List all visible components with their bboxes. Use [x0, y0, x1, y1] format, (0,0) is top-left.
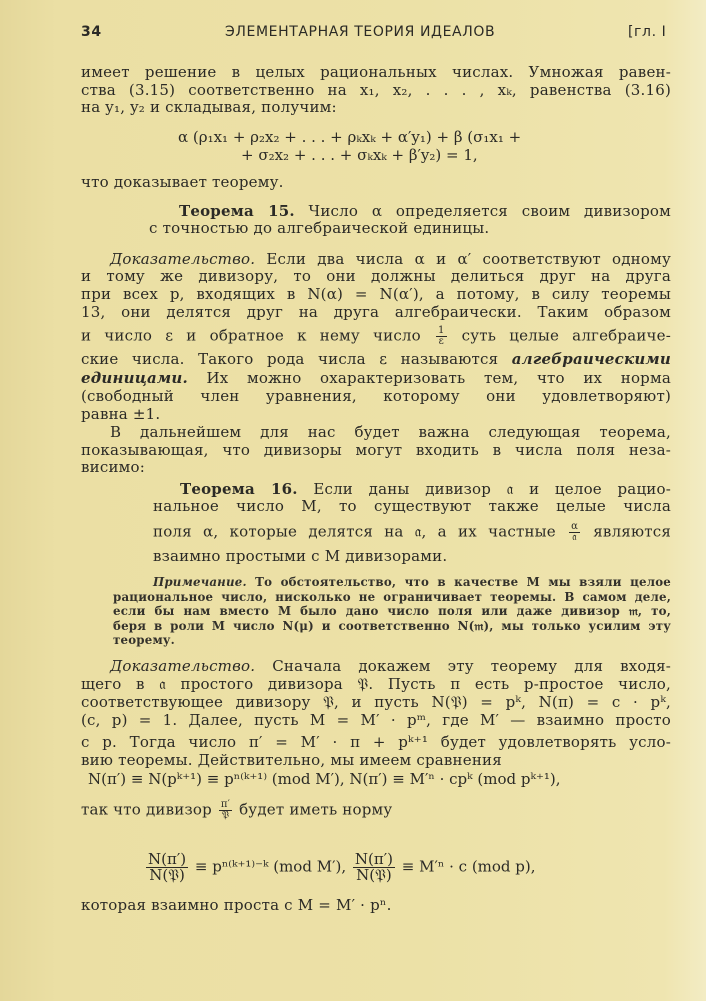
text-line	[81, 800, 671, 821]
text-line: теорему.	[113, 633, 175, 647]
text-segment: ские числа. Такого рода числа ε называются	[81, 350, 499, 368]
text-line: рациональное число, нисколько не ограничивает теоремы. В самом деле,	[113, 590, 671, 604]
text-line: беря в роли M число N(μ) и соответственно N(𝔪), мы только усилим эту	[113, 619, 671, 633]
text-line: щего в 𝔞 простого дивизора 𝔓. Пусть π есть p-простое число,	[81, 675, 671, 693]
text-line: если бы нам вместо M было дано число поля или даже дивизор 𝔪, то,	[113, 604, 671, 618]
text-line: взаимно простыми с M дивизорами.	[153, 547, 448, 565]
fraction-denominator: N(𝔓)	[149, 866, 185, 884]
proof-label: Доказательство.	[110, 657, 256, 675]
text-line: равна ±1.	[81, 405, 161, 423]
theorem-label: Теорема 15.	[179, 202, 295, 220]
running-title: ЭЛЕМЕНТАРНАЯ ТЕОРИЯ ИДЕАЛОВ	[225, 24, 496, 40]
formula-segment: ≡ M′ⁿ · c (mod p),	[401, 857, 536, 876]
fraction-numerator: π′	[220, 799, 231, 810]
theorem-label: Теорема 16.	[180, 480, 298, 498]
proof-label: Доказательство.	[110, 250, 256, 268]
page-number: 34	[81, 24, 102, 40]
fraction	[436, 326, 447, 347]
fraction	[353, 852, 395, 883]
proof-start	[110, 657, 671, 675]
text-line: (c, p) = 1. Далее, пусть M = M′ · pᵐ, где M′ — взаимно просто	[81, 711, 671, 729]
norm-formula	[144, 852, 536, 883]
fraction	[219, 800, 232, 821]
text-line	[81, 369, 671, 387]
theorem-text: Если даны дивизор 𝔞 и целое рацио-	[313, 480, 671, 498]
formula-segment: ≡ pⁿ⁽ᵏ⁺¹⁾⁻ᵏ (mod M′),	[194, 857, 347, 876]
fraction	[146, 852, 188, 883]
remark-label: Примечание.	[153, 575, 247, 589]
fraction-denominator: ε	[438, 336, 444, 347]
text-line: нальное число M, то существуют также целые числа	[153, 497, 671, 515]
text-line: висимо:	[81, 458, 145, 476]
text-line: ства (3.15) соответственно на x₁, x₂, . . . , xₖ, равенства (3.16)	[81, 81, 671, 99]
fraction-numerator: N(π′)	[148, 850, 187, 868]
text-segment: являются	[593, 522, 671, 541]
text-line: с p. Тогда число π′ = M′ · π + pᵏ⁺¹ будет удовлетворять усло-	[81, 733, 671, 751]
chapter-label: [гл. I	[628, 24, 667, 40]
text-line: на y₁, y₂ и складывая, получим:	[81, 98, 337, 116]
text-line	[153, 522, 671, 543]
text-segment: поля α, которые делятся на 𝔞, а их частные	[153, 522, 556, 541]
fraction-numerator: α	[571, 521, 579, 532]
text-line: соответствующее дивизору 𝔓, и пусть N(𝔓) = pᵏ, N(π) = c · pᵏ,	[81, 693, 671, 711]
text-segment: суть целые алгебраиче-	[461, 326, 672, 345]
theorem-15	[179, 202, 671, 220]
text-line	[81, 350, 671, 368]
proof-text: Сначала докажем эту теорему для входя-	[272, 657, 672, 675]
text-line: 13, они делятся друг на друга алгебраически. Таким образом	[81, 303, 671, 321]
remark-start	[153, 575, 671, 590]
defined-term: единицами.	[81, 369, 188, 387]
congruence-line: N(π′) ≡ N(pᵏ⁺¹) ≡ pⁿ⁽ᵏ⁺¹⁾ (mod M′), N(π′) ≡ M′ⁿ · cpᵏ (mod pᵏ⁺¹),	[88, 770, 561, 788]
fraction-denominator: 𝔞	[572, 532, 577, 543]
proof-start	[110, 250, 671, 268]
theorem-text: Число α определяется своим дивизором	[308, 202, 671, 220]
equation-line: α (ρ₁x₁ + ρ₂x₂ + . . . + ρₖxₖ + α′y₁) + β (σ₁x₁ +	[178, 128, 522, 146]
text-line: с точностью до алгебраической единицы.	[149, 219, 490, 237]
theorem-16	[180, 480, 671, 498]
text-line: что доказывает теорему.	[81, 173, 284, 191]
proof-text: Если два числа α и α′ соответствуют одному	[266, 250, 671, 268]
defined-term: алгебраическими	[511, 350, 671, 368]
text-segment: Их можно охарактеризовать тем, что их норма	[206, 369, 671, 387]
fraction-numerator: 1	[437, 325, 445, 336]
text-line	[81, 326, 671, 347]
remark-text: То обстоятельство, что в качестве M мы взяли целое	[255, 575, 671, 589]
text-segment: так что дивизор	[81, 800, 212, 819]
text-segment: и число ε и обратное к нему число	[81, 326, 421, 345]
fraction-numerator: N(π′)	[354, 850, 393, 868]
fraction-denominator: 𝔓	[221, 810, 230, 821]
text-line: имеет решение в целых рациональных числах. Умножая равен-	[81, 63, 671, 81]
text-segment: будет иметь норму	[239, 800, 393, 819]
equation-line: + σ₂x₂ + . . . + σₖxₖ + β′y₂) = 1,	[241, 146, 478, 164]
text-line: при всех p, входящих в N(α) = N(α′), а потому, в силу теоремы	[81, 285, 671, 303]
text-line: и тому же дивизору, то они должны делиться друг на друга	[81, 267, 671, 285]
text-line: (свободный член уравнения, которому они удовлетворяют)	[81, 387, 671, 405]
text-line: В дальнейшем для нас будет важна следующая теорема,	[110, 423, 671, 441]
text-line: которая взаимно проста с M = M′ · pⁿ.	[81, 896, 392, 914]
text-line: вию теоремы. Действительно, мы имеем сравнения	[81, 751, 502, 769]
fraction	[569, 522, 580, 543]
text-line: показывающая, что дивизоры могут входить в числа поля неза-	[81, 441, 671, 459]
fraction-denominator: N(𝔓)	[356, 866, 392, 884]
